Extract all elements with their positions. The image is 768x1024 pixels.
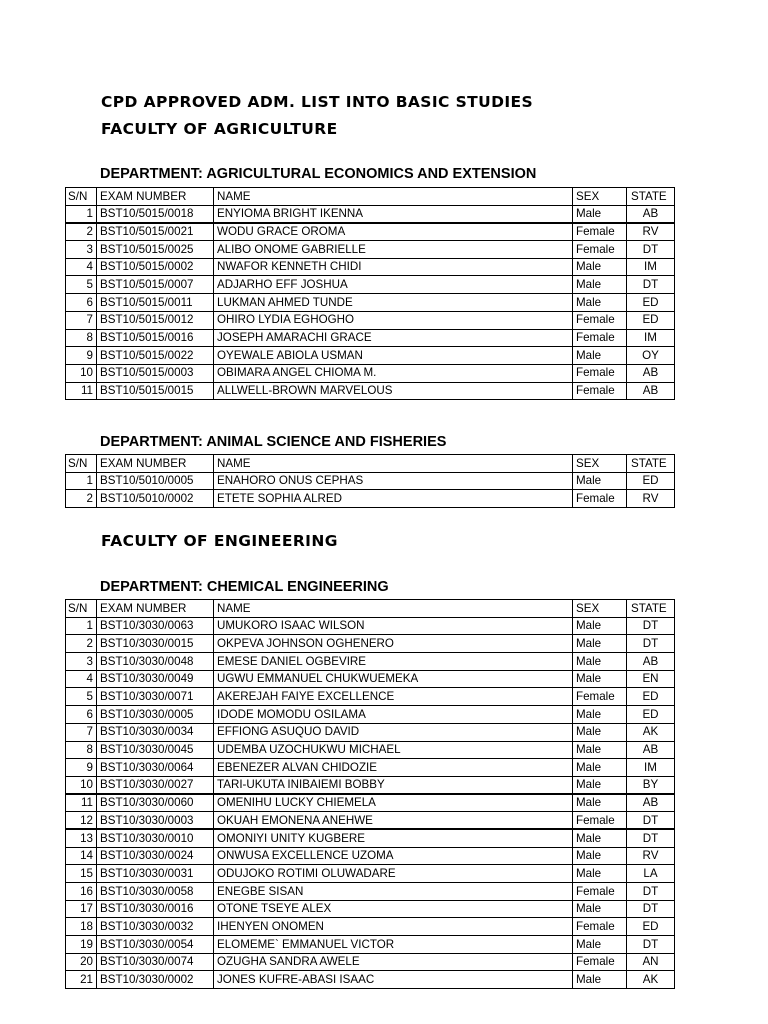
candidate-name-cell: JOSEPH AMARACHI GRACE xyxy=(214,329,573,347)
exam-number-cell: BST10/3030/0027 xyxy=(97,776,214,794)
table-row xyxy=(66,900,675,918)
serial-number-cell: 3 xyxy=(66,653,97,671)
serial-number-cell: 7 xyxy=(66,311,97,329)
serial-number-cell: 3 xyxy=(66,241,97,259)
table-row xyxy=(66,812,675,830)
column-header-candidate-name: NAME xyxy=(214,600,573,618)
exam-number-cell: BST10/3030/0031 xyxy=(97,865,214,883)
exam-number-cell: BST10/3030/0074 xyxy=(97,953,214,971)
candidate-name-cell: ETETE SOPHIA ALRED xyxy=(214,490,573,508)
candidate-name-cell: UMUKORO ISAAC WILSON xyxy=(214,617,573,635)
candidate-name-cell: ALIBO ONOME GABRIELLE xyxy=(214,241,573,259)
candidate-name-cell: AKEREJAH FAIYE EXCELLENCE xyxy=(214,688,573,706)
sex-cell: Female xyxy=(573,311,627,329)
candidate-name-cell: ENAHORO ONUS CEPHAS xyxy=(214,472,573,490)
table-row xyxy=(66,653,675,671)
serial-number-cell: 4 xyxy=(66,670,97,688)
serial-number-cell: 9 xyxy=(66,759,97,777)
exam-number-cell: BST10/3030/0034 xyxy=(97,723,214,741)
column-header-state: STATE xyxy=(627,600,675,618)
column-header-candidate-name: NAME xyxy=(214,455,573,473)
state-cell: RV xyxy=(627,847,675,865)
exam-number-cell: BST10/3030/0016 xyxy=(97,900,214,918)
serial-number-cell: 1 xyxy=(66,205,97,223)
serial-number-cell: 19 xyxy=(66,936,97,954)
exam-number-cell: BST10/5015/0016 xyxy=(97,329,214,347)
column-header-sex: SEX xyxy=(573,600,627,618)
table-header-row xyxy=(66,188,675,206)
column-header-candidate-name: NAME xyxy=(214,188,573,206)
state-cell: ED xyxy=(627,472,675,490)
table-row xyxy=(66,847,675,865)
candidate-name-cell: EMESE DANIEL OGBEVIRE xyxy=(214,653,573,671)
state-cell: DT xyxy=(627,936,675,954)
table-row xyxy=(66,865,675,883)
candidate-name-cell: JONES KUFRE-ABASI ISAAC xyxy=(214,971,573,989)
exam-number-cell: BST10/5015/0025 xyxy=(97,241,214,259)
exam-number-cell: BST10/5015/0015 xyxy=(97,382,214,400)
table-row xyxy=(66,205,675,223)
state-cell: AB xyxy=(627,653,675,671)
exam-number-cell: BST10/3030/0064 xyxy=(97,759,214,777)
sex-cell: Male xyxy=(573,847,627,865)
serial-number-cell: 13 xyxy=(66,829,97,847)
column-header-serial-number: S/N xyxy=(66,600,97,618)
table-row xyxy=(66,953,675,971)
exam-number-cell: BST10/3030/0048 xyxy=(97,653,214,671)
column-header-serial-number: S/N xyxy=(66,455,97,473)
candidate-name-cell: ENEGBE SISAN xyxy=(214,883,573,901)
candidate-name-cell: LUKMAN AHMED TUNDE xyxy=(214,294,573,312)
serial-number-cell: 2 xyxy=(66,490,97,508)
exam-number-cell: BST10/3030/0005 xyxy=(97,706,214,724)
department-title: DEPARTMENT: ANIMAL SCIENCE AND FISHERIES xyxy=(100,434,447,450)
state-cell: AB xyxy=(627,205,675,223)
sex-cell: Male xyxy=(573,472,627,490)
exam-number-cell: BST10/5015/0018 xyxy=(97,205,214,223)
state-cell: EN xyxy=(627,670,675,688)
exam-number-cell: BST10/3030/0054 xyxy=(97,936,214,954)
candidate-name-cell: ENYIOMA BRIGHT IKENNA xyxy=(214,205,573,223)
sex-cell: Female xyxy=(573,883,627,901)
table-row xyxy=(66,294,675,312)
state-cell: AB xyxy=(627,794,675,812)
exam-number-cell: BST10/3030/0071 xyxy=(97,688,214,706)
candidate-name-cell: ADJARHO EFF JOSHUA xyxy=(214,276,573,294)
column-header-serial-number: S/N xyxy=(66,188,97,206)
exam-number-cell: BST10/3030/0015 xyxy=(97,635,214,653)
sex-cell: Female xyxy=(573,953,627,971)
table-row xyxy=(66,936,675,954)
table-row xyxy=(66,971,675,989)
serial-number-cell: 16 xyxy=(66,883,97,901)
serial-number-cell: 1 xyxy=(66,472,97,490)
sex-cell: Male xyxy=(573,347,627,365)
admission-table xyxy=(65,454,675,508)
table-row xyxy=(66,276,675,294)
exam-number-cell: BST10/3030/0045 xyxy=(97,741,214,759)
candidate-name-cell: ALLWELL-BROWN MARVELOUS xyxy=(214,382,573,400)
serial-number-cell: 17 xyxy=(66,900,97,918)
state-cell: DT xyxy=(627,812,675,830)
table-row xyxy=(66,472,675,490)
exam-number-cell: BST10/3030/0049 xyxy=(97,670,214,688)
serial-number-cell: 8 xyxy=(66,741,97,759)
sex-cell: Female xyxy=(573,223,627,241)
serial-number-cell: 5 xyxy=(66,276,97,294)
state-cell: ED xyxy=(627,294,675,312)
state-cell: BY xyxy=(627,776,675,794)
table-row xyxy=(66,490,675,508)
exam-number-cell: BST10/3030/0063 xyxy=(97,617,214,635)
exam-number-cell: BST10/5010/0005 xyxy=(97,472,214,490)
table-row xyxy=(66,617,675,635)
serial-number-cell: 2 xyxy=(66,635,97,653)
sex-cell: Female xyxy=(573,812,627,830)
table-row xyxy=(66,776,675,794)
serial-number-cell: 1 xyxy=(66,617,97,635)
admission-table xyxy=(65,599,675,989)
candidate-name-cell: ONWUSA EXCELLENCE UZOMA xyxy=(214,847,573,865)
column-header-state: STATE xyxy=(627,188,675,206)
candidate-name-cell: EFFIONG ASUQUO DAVID xyxy=(214,723,573,741)
sex-cell: Male xyxy=(573,723,627,741)
sex-cell: Male xyxy=(573,865,627,883)
state-cell: DT xyxy=(627,241,675,259)
candidate-name-cell: EBENEZER ALVAN CHIDOZIE xyxy=(214,759,573,777)
sex-cell: Male xyxy=(573,653,627,671)
candidate-name-cell: OKPEVA JOHNSON OGHENERO xyxy=(214,635,573,653)
candidate-name-cell: OHIRO LYDIA EGHOGHO xyxy=(214,311,573,329)
department-title: DEPARTMENT: AGRICULTURAL ECONOMICS AND EXTENSION xyxy=(100,166,537,182)
state-cell: DT xyxy=(627,635,675,653)
state-cell: ED xyxy=(627,918,675,936)
admission-table xyxy=(65,187,675,400)
table-row xyxy=(66,347,675,365)
sex-cell: Female xyxy=(573,241,627,259)
candidate-name-cell: ELOMEME` EMMANUEL VICTOR xyxy=(214,936,573,954)
table-row xyxy=(66,794,675,812)
sex-cell: Male xyxy=(573,617,627,635)
state-cell: IM xyxy=(627,329,675,347)
column-header-sex: SEX xyxy=(573,188,627,206)
serial-number-cell: 11 xyxy=(66,794,97,812)
sex-cell: Male xyxy=(573,258,627,276)
state-cell: DT xyxy=(627,900,675,918)
state-cell: DT xyxy=(627,829,675,847)
table-header-row xyxy=(66,600,675,618)
table-header-row xyxy=(66,455,675,473)
candidate-name-cell: TARI-UKUTA INIBAIEMI BOBBY xyxy=(214,776,573,794)
candidate-name-cell: OTONE TSEYE ALEX xyxy=(214,900,573,918)
table-row xyxy=(66,258,675,276)
table-row xyxy=(66,311,675,329)
table-row xyxy=(66,241,675,259)
candidate-name-cell: WODU GRACE OROMA xyxy=(214,223,573,241)
candidate-name-cell: OYEWALE ABIOLA USMAN xyxy=(214,347,573,365)
state-cell: DT xyxy=(627,883,675,901)
state-cell: AK xyxy=(627,723,675,741)
table-row xyxy=(66,759,675,777)
exam-number-cell: BST10/3030/0032 xyxy=(97,918,214,936)
exam-number-cell: BST10/5015/0012 xyxy=(97,311,214,329)
exam-number-cell: BST10/3030/0060 xyxy=(97,794,214,812)
state-cell: AB xyxy=(627,364,675,382)
table-row xyxy=(66,223,675,241)
candidate-name-cell: OZUGHA SANDRA AWELE xyxy=(214,953,573,971)
serial-number-cell: 21 xyxy=(66,971,97,989)
table-row xyxy=(66,635,675,653)
serial-number-cell: 11 xyxy=(66,382,97,400)
candidate-name-cell: OKUAH EMONENA ANEHWE xyxy=(214,812,573,830)
sex-cell: Male xyxy=(573,205,627,223)
candidate-name-cell: UGWU EMMANUEL CHUKWUEMEKA xyxy=(214,670,573,688)
state-cell: ED xyxy=(627,311,675,329)
serial-number-cell: 20 xyxy=(66,953,97,971)
column-header-exam-number: EXAM NUMBER xyxy=(97,188,214,206)
candidate-name-cell: NWAFOR KENNETH CHIDI xyxy=(214,258,573,276)
state-cell: AK xyxy=(627,971,675,989)
table-row xyxy=(66,670,675,688)
sex-cell: Male xyxy=(573,759,627,777)
candidate-name-cell: IHENYEN ONOMEN xyxy=(214,918,573,936)
serial-number-cell: 2 xyxy=(66,223,97,241)
exam-number-cell: BST10/3030/0010 xyxy=(97,829,214,847)
serial-number-cell: 10 xyxy=(66,364,97,382)
state-cell: AB xyxy=(627,741,675,759)
sex-cell: Female xyxy=(573,490,627,508)
sex-cell: Male xyxy=(573,936,627,954)
table-row xyxy=(66,364,675,382)
document-title: CPD APPROVED ADM. LIST INTO BASIC STUDIES xyxy=(101,93,534,111)
sex-cell: Female xyxy=(573,364,627,382)
candidate-name-cell: OMENIHU LUCKY CHIEMELA xyxy=(214,794,573,812)
serial-number-cell: 8 xyxy=(66,329,97,347)
sex-cell: Male xyxy=(573,776,627,794)
exam-number-cell: BST10/5015/0002 xyxy=(97,258,214,276)
faculty-title: FACULTY OF ENGINEERING xyxy=(101,532,338,550)
column-header-exam-number: EXAM NUMBER xyxy=(97,455,214,473)
exam-number-cell: BST10/5015/0003 xyxy=(97,364,214,382)
exam-number-cell: BST10/5015/0007 xyxy=(97,276,214,294)
serial-number-cell: 9 xyxy=(66,347,97,365)
table-row xyxy=(66,829,675,847)
state-cell: DT xyxy=(627,617,675,635)
exam-number-cell: BST10/5015/0022 xyxy=(97,347,214,365)
table-row xyxy=(66,706,675,724)
state-cell: ED xyxy=(627,688,675,706)
serial-number-cell: 12 xyxy=(66,812,97,830)
candidate-name-cell: UDEMBA UZOCHUKWU MICHAEL xyxy=(214,741,573,759)
candidate-name-cell: ODUJOKO ROTIMI OLUWADARE xyxy=(214,865,573,883)
sex-cell: Male xyxy=(573,294,627,312)
state-cell: ED xyxy=(627,706,675,724)
sex-cell: Male xyxy=(573,276,627,294)
serial-number-cell: 6 xyxy=(66,706,97,724)
exam-number-cell: BST10/3030/0003 xyxy=(97,812,214,830)
sex-cell: Female xyxy=(573,688,627,706)
serial-number-cell: 5 xyxy=(66,688,97,706)
faculty-title: FACULTY OF AGRICULTURE xyxy=(101,120,338,138)
department-title: DEPARTMENT: CHEMICAL ENGINEERING xyxy=(100,579,389,595)
sex-cell: Female xyxy=(573,918,627,936)
sex-cell: Male xyxy=(573,670,627,688)
table-row xyxy=(66,329,675,347)
sex-cell: Male xyxy=(573,706,627,724)
sex-cell: Male xyxy=(573,635,627,653)
column-header-sex: SEX xyxy=(573,455,627,473)
sex-cell: Female xyxy=(573,382,627,400)
state-cell: IM xyxy=(627,759,675,777)
table-row xyxy=(66,688,675,706)
sex-cell: Male xyxy=(573,741,627,759)
sex-cell: Female xyxy=(573,329,627,347)
candidate-name-cell: OBIMARA ANGEL CHIOMA M. xyxy=(214,364,573,382)
exam-number-cell: BST10/3030/0002 xyxy=(97,971,214,989)
candidate-name-cell: OMONIYI UNITY KUGBERE xyxy=(214,829,573,847)
exam-number-cell: BST10/5010/0002 xyxy=(97,490,214,508)
state-cell: RV xyxy=(627,490,675,508)
state-cell: AB xyxy=(627,382,675,400)
table-row xyxy=(66,918,675,936)
candidate-name-cell: IDODE MOMODU OSILAMA xyxy=(214,706,573,724)
table-row xyxy=(66,883,675,901)
sex-cell: Male xyxy=(573,829,627,847)
serial-number-cell: 10 xyxy=(66,776,97,794)
sex-cell: Male xyxy=(573,900,627,918)
sex-cell: Male xyxy=(573,794,627,812)
state-cell: IM xyxy=(627,258,675,276)
serial-number-cell: 14 xyxy=(66,847,97,865)
exam-number-cell: BST10/5015/0021 xyxy=(97,223,214,241)
exam-number-cell: BST10/3030/0024 xyxy=(97,847,214,865)
serial-number-cell: 6 xyxy=(66,294,97,312)
state-cell: AN xyxy=(627,953,675,971)
state-cell: RV xyxy=(627,223,675,241)
serial-number-cell: 15 xyxy=(66,865,97,883)
table-row xyxy=(66,723,675,741)
serial-number-cell: 18 xyxy=(66,918,97,936)
serial-number-cell: 7 xyxy=(66,723,97,741)
state-cell: LA xyxy=(627,865,675,883)
exam-number-cell: BST10/3030/0058 xyxy=(97,883,214,901)
table-row xyxy=(66,741,675,759)
state-cell: OY xyxy=(627,347,675,365)
column-header-state: STATE xyxy=(627,455,675,473)
table-row xyxy=(66,382,675,400)
column-header-exam-number: EXAM NUMBER xyxy=(97,600,214,618)
exam-number-cell: BST10/5015/0011 xyxy=(97,294,214,312)
state-cell: DT xyxy=(627,276,675,294)
serial-number-cell: 4 xyxy=(66,258,97,276)
sex-cell: Male xyxy=(573,971,627,989)
